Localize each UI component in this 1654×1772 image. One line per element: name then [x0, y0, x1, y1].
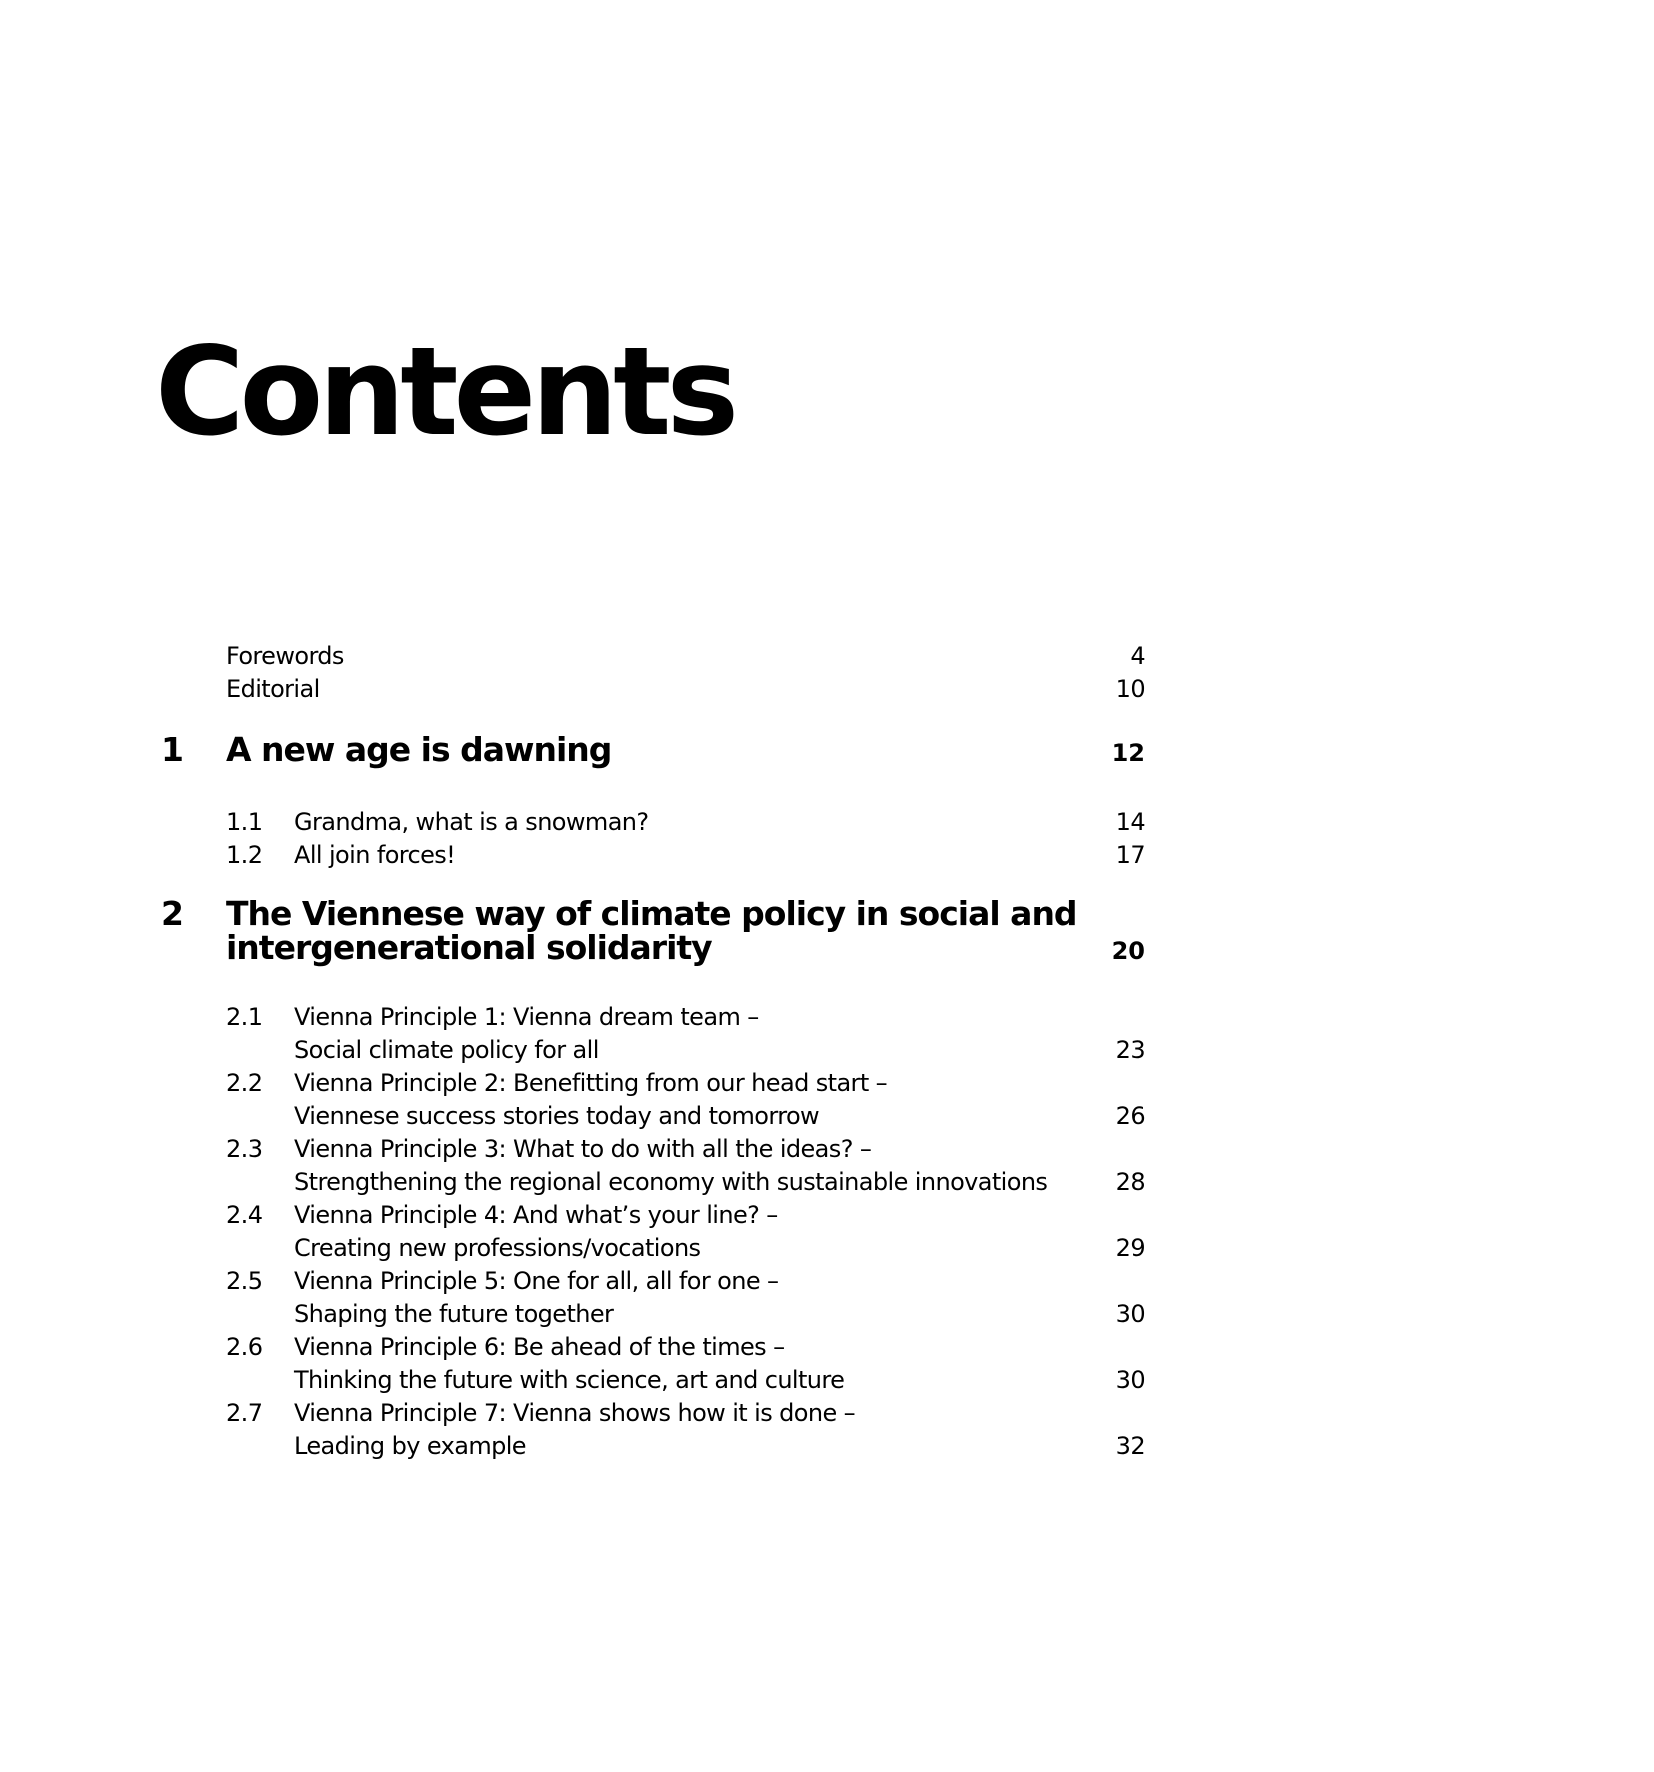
section-page: 32	[1115, 1432, 1145, 1460]
toc-section-2-1[interactable]	[0, 1000, 1654, 1034]
toc-section-2-3[interactable]	[0, 1132, 1654, 1166]
toc-section-2-6-continued[interactable]	[0, 1363, 1654, 1397]
toc-section-2-2-continued[interactable]	[0, 1099, 1654, 1133]
section-title-line-2: Strengthening the regional economy with sustainable innovations	[294, 1168, 1048, 1196]
toc-section-2-3-continued[interactable]	[0, 1165, 1654, 1199]
section-title-line-1: Vienna Principle 6: Be ahead of the times –	[294, 1333, 785, 1361]
page-title: Contents	[155, 321, 735, 463]
toc-section-1-2[interactable]	[0, 838, 1654, 872]
toc-section-2-7-continued[interactable]	[0, 1429, 1654, 1463]
toc-entry-forewords[interactable]	[0, 639, 1654, 673]
section-page: 14	[1115, 808, 1145, 836]
toc-section-1-1[interactable]	[0, 805, 1654, 839]
section-title-line-1: Vienna Principle 7: Vienna shows how it is done –	[294, 1399, 856, 1427]
toc-entry-page: 4	[1130, 642, 1145, 670]
section-page: 30	[1115, 1366, 1145, 1394]
toc-chapter-2[interactable]	[0, 894, 1654, 933]
section-title-line-2: Shaping the future together	[294, 1300, 614, 1328]
section-title-line-1: Vienna Principle 2: Benefitting from our head start –	[294, 1069, 888, 1097]
toc-section-2-5[interactable]	[0, 1264, 1654, 1298]
chapter-title-line-1: The Viennese way of climate policy in social and	[226, 894, 1077, 933]
toc-chapter-1[interactable]	[0, 730, 1654, 769]
section-page: 29	[1115, 1234, 1145, 1262]
chapter-number: 1	[161, 730, 183, 769]
section-title-line-2: Creating new professions/vocations	[294, 1234, 701, 1262]
chapter-page: 20	[1111, 937, 1145, 965]
toc-section-2-7[interactable]	[0, 1396, 1654, 1430]
section-title-line-1: Vienna Principle 3: What to do with all the ideas? –	[294, 1135, 872, 1163]
section-title-line-2: Leading by example	[294, 1432, 526, 1460]
chapter-title-line-2: intergenerational solidarity	[226, 928, 712, 967]
section-title-line-1: Vienna Principle 5: One for all, all for one –	[294, 1267, 779, 1295]
section-number: 2.6	[226, 1333, 263, 1361]
section-title-line-1: Vienna Principle 4: And what’s your line? –	[294, 1201, 778, 1229]
section-title-line-1: Vienna Principle 1: Vienna dream team –	[294, 1003, 759, 1031]
toc-section-2-6[interactable]	[0, 1330, 1654, 1364]
section-number: 2.4	[226, 1201, 263, 1229]
toc-chapter-2-continued[interactable]	[0, 928, 1654, 967]
section-number: 2.1	[226, 1003, 263, 1031]
chapter-number: 2	[161, 894, 183, 933]
section-title-line-2: Social climate policy for all	[294, 1036, 599, 1064]
toc-entry-editorial[interactable]	[0, 672, 1654, 706]
section-page: 23	[1115, 1036, 1145, 1064]
toc-section-2-4-continued[interactable]	[0, 1231, 1654, 1265]
section-number: 2.5	[226, 1267, 263, 1295]
section-page: 28	[1115, 1168, 1145, 1196]
toc-section-2-1-continued[interactable]	[0, 1033, 1654, 1067]
section-page: 30	[1115, 1300, 1145, 1328]
section-number: 2.7	[226, 1399, 263, 1427]
section-number: 2.3	[226, 1135, 263, 1163]
section-page: 17	[1115, 841, 1145, 869]
toc-entry-label: Forewords	[226, 642, 344, 670]
chapter-title: A new age is dawning	[226, 730, 612, 769]
section-title: All join forces!	[294, 841, 456, 869]
section-title: Grandma, what is a snowman?	[294, 808, 649, 836]
toc-section-2-2[interactable]	[0, 1066, 1654, 1100]
section-page: 26	[1115, 1102, 1145, 1130]
section-number: 2.2	[226, 1069, 263, 1097]
toc-section-2-4[interactable]	[0, 1198, 1654, 1232]
section-number: 1.2	[226, 841, 263, 869]
section-title-line-2: Viennese success stories today and tomorrow	[294, 1102, 820, 1130]
toc-entry-page: 10	[1115, 675, 1145, 703]
toc-entry-label: Editorial	[226, 675, 320, 703]
section-title-line-2: Thinking the future with science, art and culture	[294, 1366, 845, 1394]
toc-section-2-5-continued[interactable]	[0, 1297, 1654, 1331]
chapter-page: 12	[1111, 739, 1145, 767]
section-number: 1.1	[226, 808, 263, 836]
